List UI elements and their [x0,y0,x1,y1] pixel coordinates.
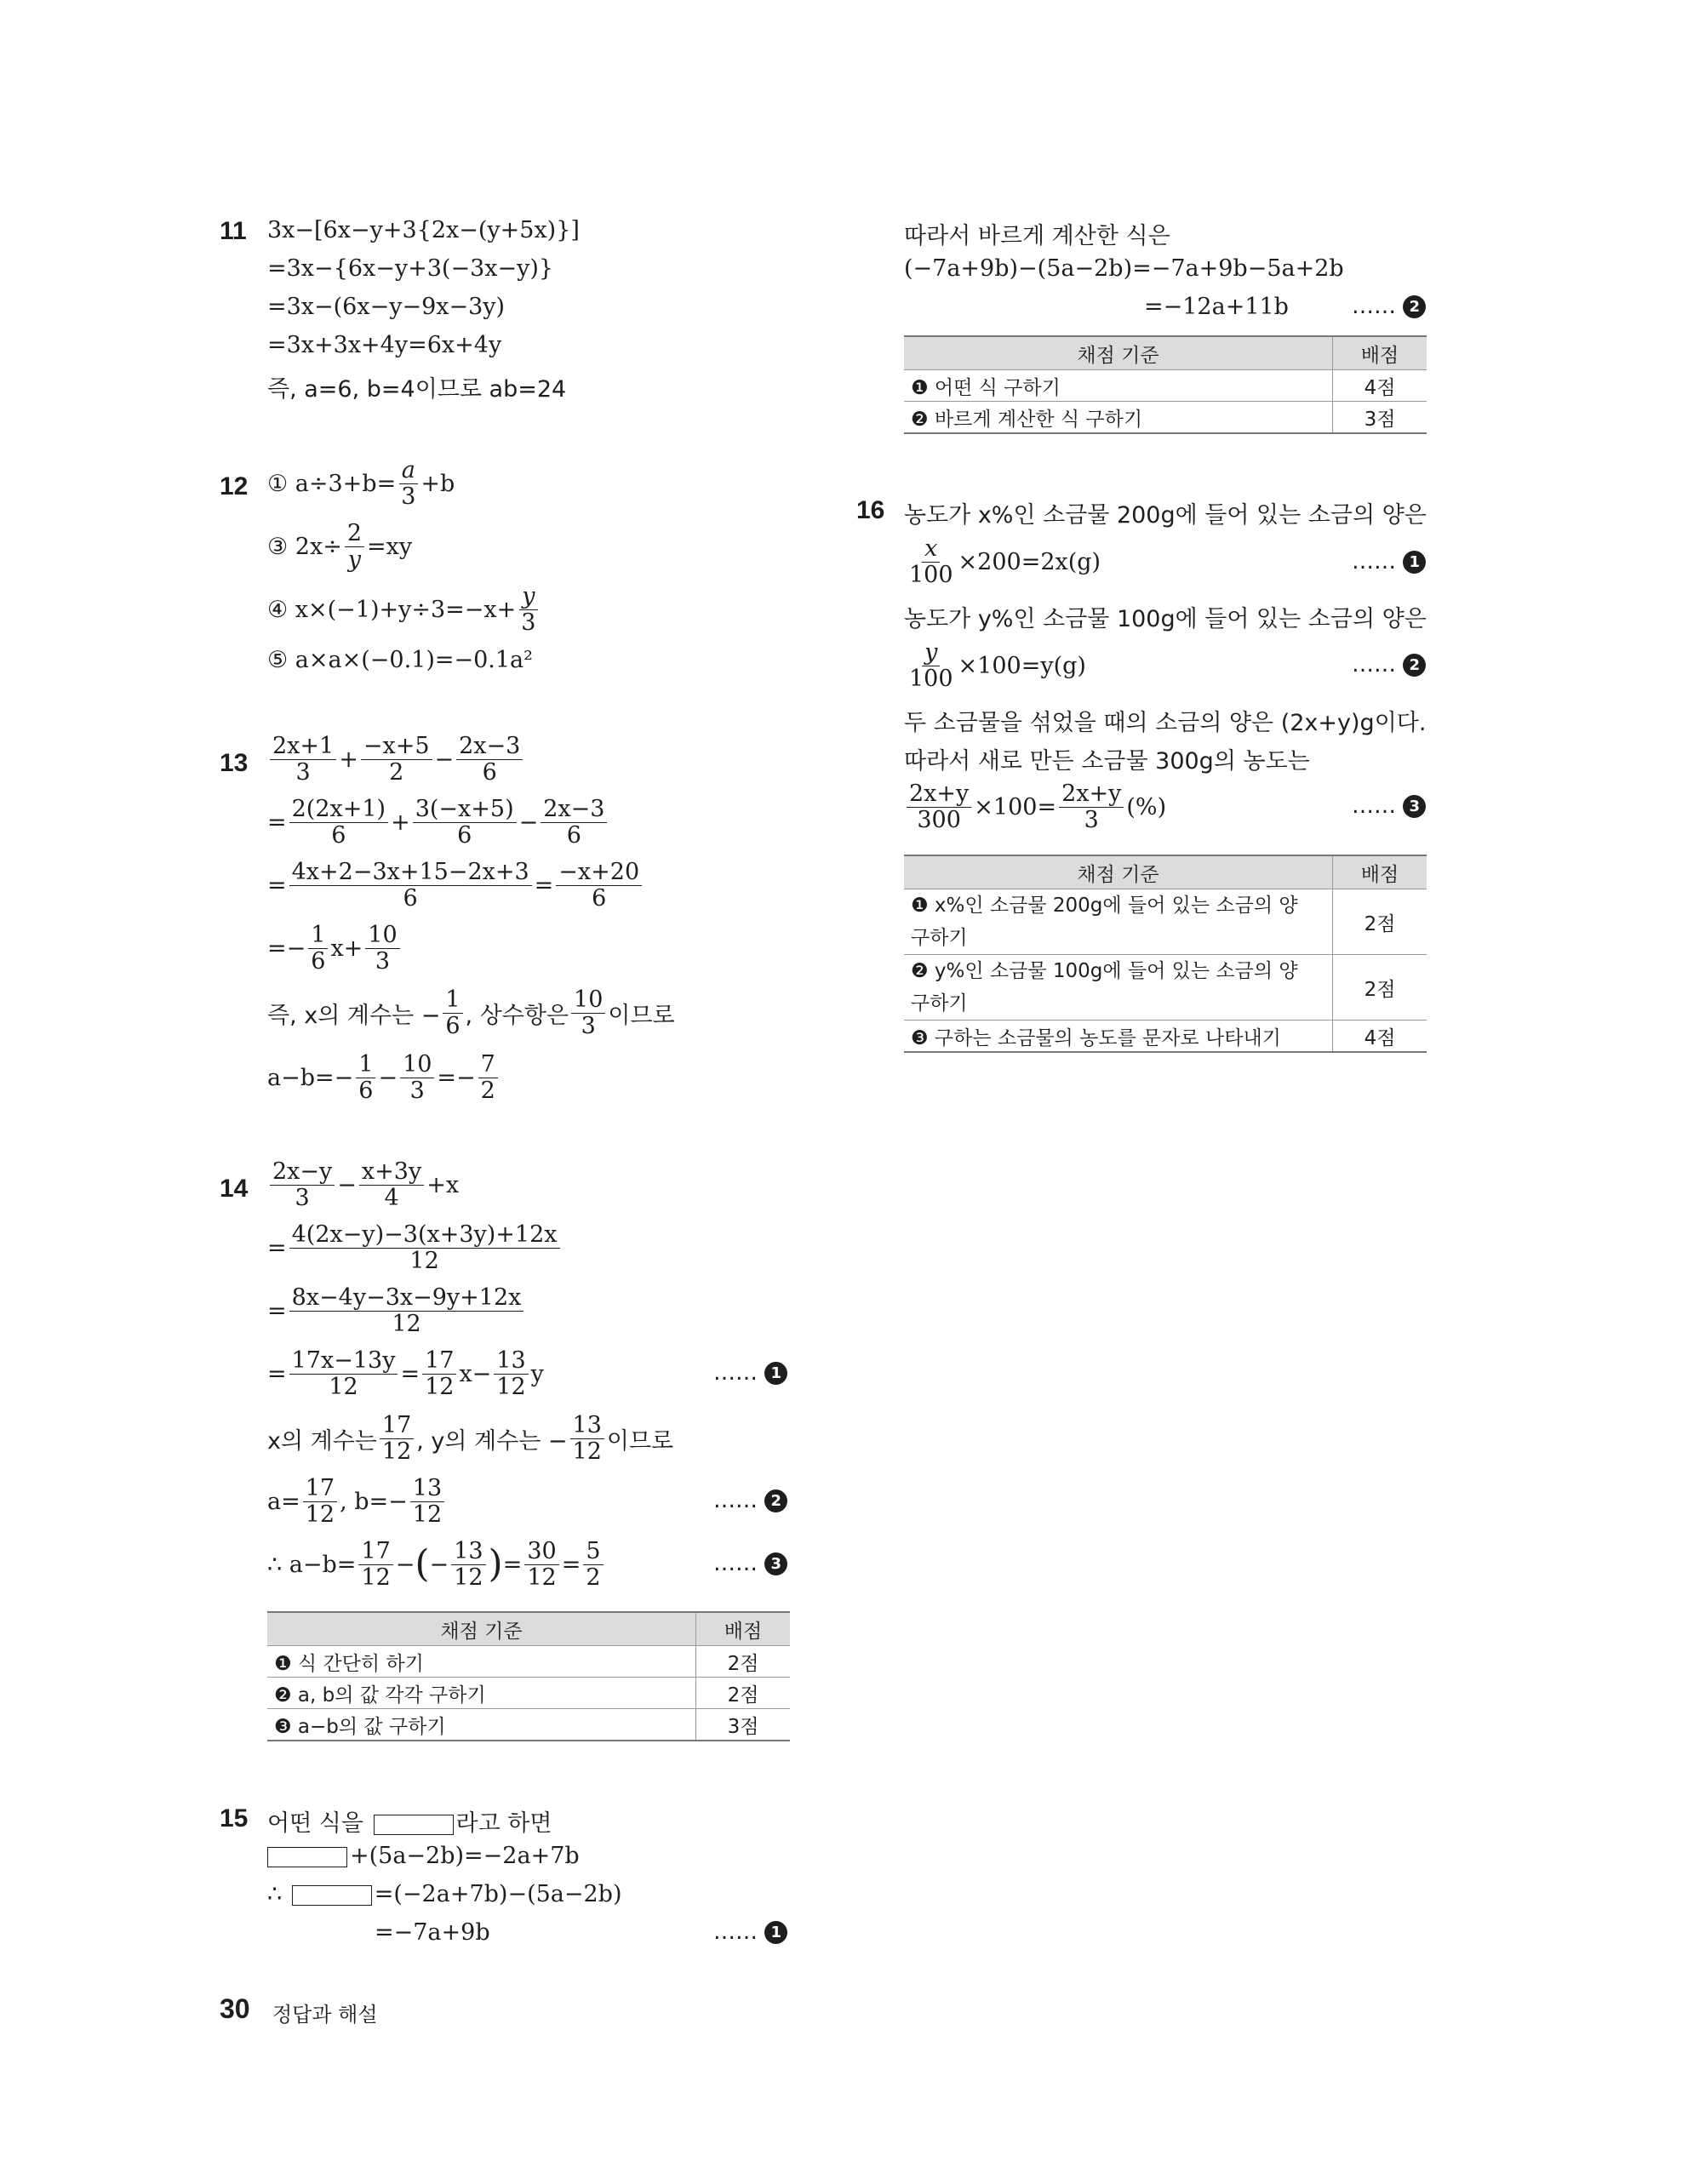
step-marker: …… 1 [1352,549,1426,575]
solution-line [267,1413,673,1464]
choice-text: ① a÷3+b= [267,470,397,497]
step-2-icon: 2 [1403,295,1426,318]
solution-line [904,536,1101,587]
operator: = [267,1360,287,1387]
blank-box [292,1885,372,1906]
solution-line [267,1285,526,1336]
choice-text: ③ 2x÷ [267,533,342,560]
table-cell: 4점 [1333,1021,1427,1053]
operator: + [391,809,410,836]
table-row [904,1021,1427,1053]
table-cell: ❶ 어떤 식 구하기 [904,370,1333,402]
problem-number: 11 [220,217,247,245]
text: 어떤 식을 [267,1810,371,1837]
fraction: $\frac{2x-3}{6}$ [541,797,607,848]
text: 즉, x의 계수는 − [267,1002,441,1029]
step-marker: …… 2 [1352,294,1426,319]
solution-line: 농도가 x%인 소금물 200g에 들어 있는 소금의 양은 [904,502,1427,529]
step-marker: …… 3 [713,1551,787,1576]
solution-line [267,797,609,848]
solution-line: 따라서 새로 만든 소금물 300g의 농도는 [904,748,1310,775]
operator: − [378,1064,398,1091]
solution-line: =3x−{6x−y+3(−3x−y)} [267,255,554,282]
table-cell: ❸ 구하는 소금물의 농도를 문자로 나타내기 [904,1021,1333,1053]
fraction: $\frac{-x+5}{2}$ [361,734,432,785]
table-cell: ❶ x%인 소금물 200g에 들어 있는 소금의 양 구하기 [904,889,1333,955]
table-row [904,955,1427,1021]
fraction: $\frac{10}{3}$ [365,923,399,974]
fraction: $\frac{1}{6}$ [443,987,462,1038]
scoring-table [904,335,1427,434]
table-cell: 2점 [696,1678,791,1709]
choice-text: =xy [367,533,413,560]
solution-line [267,923,403,974]
solution-line: (−7a+9b)−(5a−2b)=−7a+9b−5a+2b [904,255,1344,282]
operator: = [267,809,287,836]
page-title: 정답과 해설 [272,2003,378,2027]
text: , 상수항은 [465,1002,569,1029]
scoring-table [267,1611,790,1741]
table-cell: 3점 [696,1709,791,1741]
term: +x [426,1171,460,1198]
fraction: $\frac{7}{2}$ [478,1052,498,1103]
fraction: $\frac{10}{3}$ [571,987,605,1038]
solution-line [267,987,675,1038]
paren: ) [488,1542,503,1586]
table-row [267,1646,790,1678]
term: +(5a−2b)=−2a+7b [350,1843,580,1869]
therefore-symbol: ∴ [267,1881,289,1907]
step-1-icon: 1 [764,1362,787,1385]
choice-line [267,521,412,572]
solution-line [267,860,644,911]
step-marker: …… 1 [713,1360,787,1386]
page-number: 30 [220,1993,250,2024]
term: x− [459,1360,492,1387]
term: a−b=− [267,1064,354,1091]
solution-line [267,1052,501,1103]
fraction: $\frac{17x-13y}{12}$ [289,1348,398,1399]
blank-box [267,1847,347,1867]
table-cell: 3점 [1333,402,1427,434]
table-cell: ❷ 바르게 계산한 식 구하기 [904,402,1333,434]
term: ∴ a−b= [267,1551,357,1578]
problem-number: 14 [220,1175,249,1203]
fraction: $\frac{13}{12}$ [570,1413,604,1464]
choice-line [267,584,541,635]
table-header-row [904,855,1427,889]
solution-line [267,734,525,785]
fraction: $\frac{2x+y}{300}$ [907,781,971,832]
choice-text: ④ x×(−1)+y÷3=−x+ [267,596,517,623]
fraction: $\frac{3(-x+5)}{6}$ [413,797,517,848]
step-marker: …… 1 [713,1919,787,1945]
solution-line [267,1539,606,1590]
table-header: 배점 [1333,855,1427,889]
table-cell: 2점 [1333,889,1427,955]
table-cell: ❷ y%인 소금물 100g에 들어 있는 소금의 양 구하기 [904,955,1333,1021]
fraction: $\frac{5}{2}$ [583,1539,603,1590]
choice-line: ⑤ a×a×(−0.1)=−0.1a² [267,647,533,673]
step-3-icon: 3 [764,1552,787,1575]
operator: = [267,872,287,899]
choice-text: +b [420,470,455,497]
solution-line: 농도가 y%인 소금물 100g에 들어 있는 소금의 양은 [904,606,1427,632]
term: x+ [330,935,363,962]
problem-number: 12 [220,472,249,500]
operator: − [395,1551,415,1578]
fraction: $\frac{13}{12}$ [494,1348,528,1399]
fraction: $\frac{x+3y}{4}$ [359,1159,424,1210]
fraction: $\frac{8x-4y-3x-9y+12x}{12}$ [289,1285,524,1336]
step-2-icon: 2 [1403,654,1426,677]
step-marker: …… 3 [1352,793,1426,819]
step-marker: …… 2 [713,1488,787,1513]
term: y [530,1360,544,1387]
operator: − [518,809,539,836]
table-header-row [267,1612,790,1646]
problem-number: 13 [220,749,249,777]
scoring-table [904,855,1427,1053]
operator: =− [267,935,306,962]
solution-line: =−7a+9b [375,1919,490,1946]
fraction: $\frac{2}{y}$ [345,521,364,572]
solution-line: 따라서 바르게 계산한 식은 [904,223,1170,249]
blank-box [374,1815,454,1835]
solution-line [267,1804,552,1838]
fraction: $\frac{17}{12}$ [422,1348,456,1399]
fraction: $\frac{13}{12}$ [410,1476,444,1527]
solution-line [904,781,1166,832]
solution-line: =3x+3x+4y=6x+4y [267,332,502,358]
operator: − [429,1551,449,1578]
choice-line [267,458,455,509]
solution-line [267,1881,622,1907]
table-row [904,402,1427,434]
term: (%) [1126,793,1167,820]
fraction: $\frac{x}{100}$ [909,535,953,588]
fraction: $\frac{a}{3}$ [398,458,418,509]
problem-number: 16 [856,496,885,524]
operator: = [267,1234,287,1261]
fraction: $\frac{17}{12}$ [303,1476,337,1527]
operator: = [502,1551,523,1578]
term: ×200=2x(g) [958,548,1101,575]
table-header: 채점 기준 [267,1612,696,1646]
solution-line [267,1843,580,1869]
table-cell: 4점 [1333,370,1427,402]
fraction: $\frac{2(2x+1)}{6}$ [289,797,388,848]
table-header-row [904,336,1427,370]
solution-line [267,1222,563,1273]
term: =(−2a+7b)−(5a−2b) [374,1881,622,1907]
table-header: 채점 기준 [904,855,1333,889]
table-header: 배점 [696,1612,791,1646]
fraction: $\frac{2x-y}{3}$ [270,1159,335,1210]
fraction: $\frac{4x+2-3x+15-2x+3}{6}$ [289,860,532,911]
operator: − [337,1171,357,1198]
solution-line: 두 소금물을 섞었을 때의 소금의 양은 (2x+y)g이다. [904,710,1427,736]
paren: ( [415,1542,430,1586]
step-marker: …… 2 [1352,652,1426,677]
table-row [267,1678,790,1709]
fraction: $\frac{17}{12}$ [380,1413,414,1464]
solution-line [904,640,1086,691]
step-1-icon: 1 [1403,551,1426,574]
operator: + [339,746,358,773]
table-row [904,889,1427,955]
fraction: $\frac{30}{12}$ [524,1539,558,1590]
term: ×100=y(g) [958,652,1086,679]
solution-line [267,1159,459,1210]
fraction: $\frac{1}{6}$ [356,1052,375,1103]
solution-line [267,1348,544,1399]
table-row [904,370,1427,402]
fraction: $\frac{2x+1}{3}$ [270,734,336,785]
fraction: $\frac{2x-3}{6}$ [456,734,523,785]
fraction: $\frac{4(2x-y)-3(x+3y)+12x}{12}$ [289,1222,560,1273]
solution-line: 3x−[6x−y+3{2x−(y+5x)}] [267,217,580,243]
table-cell: ❶ 식 간단히 하기 [267,1646,696,1678]
text: 이므로 [606,1427,674,1455]
step-1-icon: 1 [764,1921,787,1944]
table-cell: 2점 [696,1646,791,1678]
text: , y의 계수는 − [416,1427,568,1455]
operator: − [434,746,455,773]
fraction: $\frac{10}{3}$ [400,1052,434,1103]
table-cell: ❸ a−b의 값 구하기 [267,1709,696,1741]
text: 이므로 [608,1002,675,1029]
fraction: $\frac{y}{100}$ [909,638,953,692]
solution-conclusion: 즉, a=6, b=4이므로 ab=24 [267,376,567,403]
operator: = [267,1297,287,1324]
operator: =− [437,1064,476,1091]
problem-number: 15 [220,1804,249,1832]
operator: = [400,1360,420,1387]
table-header: 채점 기준 [904,336,1333,370]
text: 라고 하면 [455,1810,552,1837]
fraction: $\frac{y}{3}$ [518,584,538,635]
fraction: $\frac{13}{12}$ [451,1539,485,1590]
operator: = [561,1551,581,1578]
fraction: $\frac{2x+y}{3}$ [1059,781,1124,832]
table-cell: 2점 [1333,955,1427,1021]
table-header: 배점 [1333,336,1427,370]
operator: = [534,872,554,899]
text: x의 계수는 [267,1427,377,1455]
solution-line: =−12a+11b [1144,294,1289,320]
fraction: $\frac{-x+20}{6}$ [556,860,642,911]
fraction: $\frac{17}{12}$ [358,1539,392,1590]
step-2-icon: 2 [764,1489,787,1512]
fraction: $\frac{1}{6}$ [308,923,328,974]
solution-line: =3x−(6x−y−9x−3y) [267,294,506,320]
term: , b=− [340,1488,408,1515]
table-row [267,1709,790,1741]
table-cell: ❷ a, b의 값 각각 구하기 [267,1678,696,1709]
term: ×100= [974,793,1057,820]
solution-line [267,1476,447,1527]
term: a= [267,1488,300,1515]
step-3-icon: 3 [1403,795,1426,818]
